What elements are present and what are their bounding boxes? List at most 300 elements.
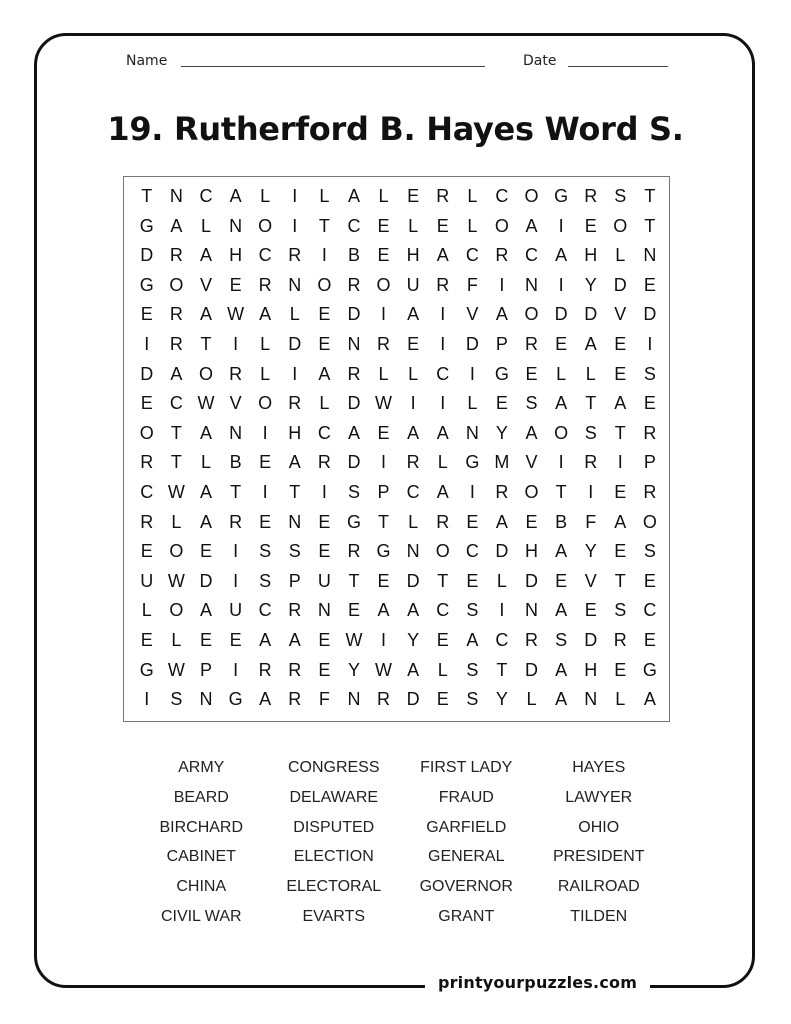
- grid-cell[interactable]: E: [259, 511, 272, 532]
- grid-cell[interactable]: O: [169, 274, 184, 295]
- grid-cell[interactable]: T: [170, 422, 182, 443]
- grid-cell[interactable]: L: [289, 304, 300, 325]
- grid-cell[interactable]: E: [318, 304, 331, 325]
- grid-cell[interactable]: N: [347, 689, 361, 710]
- grid-cell[interactable]: P: [199, 659, 212, 680]
- grid-cell[interactable]: W: [167, 482, 185, 502]
- grid-cell[interactable]: S: [643, 541, 656, 562]
- grid-cell[interactable]: I: [499, 600, 505, 621]
- grid-cell[interactable]: O: [258, 215, 273, 236]
- grid-cell[interactable]: O: [139, 422, 154, 443]
- grid-cell[interactable]: S: [170, 689, 183, 710]
- grid-cell[interactable]: R: [288, 245, 302, 266]
- grid-cell[interactable]: E: [347, 600, 360, 621]
- grid-cell[interactable]: G: [139, 274, 154, 295]
- grid-cell[interactable]: H: [406, 245, 420, 266]
- grid-cell[interactable]: E: [377, 215, 390, 236]
- grid-cell[interactable]: R: [140, 452, 154, 473]
- grid-cell[interactable]: S: [288, 541, 301, 562]
- grid-cell[interactable]: C: [436, 363, 450, 384]
- grid-cell[interactable]: A: [199, 482, 212, 502]
- grid-cell[interactable]: E: [614, 541, 627, 562]
- grid-cell[interactable]: A: [555, 689, 568, 710]
- grid-cell[interactable]: A: [495, 511, 508, 532]
- grid-cell[interactable]: D: [140, 245, 154, 266]
- grid-cell[interactable]: O: [376, 274, 391, 295]
- grid-cell[interactable]: A: [259, 304, 272, 325]
- grid-cell[interactable]: I: [233, 659, 239, 680]
- grid-cell[interactable]: R: [436, 186, 450, 206]
- grid-cell[interactable]: L: [378, 363, 389, 384]
- grid-cell[interactable]: T: [170, 452, 182, 473]
- grid-cell[interactable]: D: [347, 393, 361, 414]
- grid-cell[interactable]: A: [436, 245, 449, 266]
- grid-cell[interactable]: E: [436, 630, 449, 650]
- grid-cell[interactable]: E: [555, 570, 568, 591]
- grid-cell[interactable]: I: [469, 482, 475, 502]
- grid-cell[interactable]: F: [466, 274, 478, 295]
- grid-cell[interactable]: L: [408, 215, 419, 236]
- grid-cell[interactable]: D: [406, 689, 420, 710]
- grid-cell[interactable]: A: [259, 630, 272, 650]
- grid-cell[interactable]: R: [584, 452, 598, 473]
- grid-cell[interactable]: N: [199, 689, 213, 710]
- grid-cell[interactable]: U: [229, 600, 243, 621]
- grid-cell[interactable]: G: [139, 215, 154, 236]
- grid-cell[interactable]: E: [643, 393, 656, 414]
- grid-cell[interactable]: R: [436, 274, 450, 295]
- grid-cell[interactable]: S: [466, 600, 479, 621]
- grid-cell[interactable]: L: [585, 363, 596, 384]
- grid-cell[interactable]: C: [436, 600, 450, 621]
- grid-cell[interactable]: I: [233, 334, 239, 354]
- grid-cell[interactable]: R: [288, 393, 302, 414]
- grid-cell[interactable]: L: [437, 452, 448, 473]
- grid-cell[interactable]: I: [558, 274, 564, 295]
- grid-cell[interactable]: C: [406, 482, 420, 502]
- grid-cell[interactable]: I: [381, 304, 387, 325]
- grid-cell[interactable]: V: [199, 274, 212, 295]
- grid-cell[interactable]: P: [495, 334, 508, 354]
- grid-cell[interactable]: D: [525, 659, 539, 680]
- grid-cell[interactable]: E: [584, 600, 597, 621]
- grid-cell[interactable]: Y: [495, 422, 508, 443]
- grid-cell[interactable]: D: [347, 304, 361, 325]
- grid-cell[interactable]: G: [228, 689, 243, 710]
- grid-cell[interactable]: T: [555, 482, 567, 502]
- grid-cell[interactable]: T: [614, 570, 626, 591]
- grid-cell[interactable]: D: [584, 304, 598, 325]
- grid-cell[interactable]: E: [318, 541, 331, 562]
- grid-cell[interactable]: R: [347, 363, 361, 384]
- grid-cell[interactable]: O: [258, 393, 273, 414]
- grid-cell[interactable]: A: [407, 600, 420, 621]
- grid-cell[interactable]: D: [643, 304, 657, 325]
- grid-cell[interactable]: D: [288, 334, 302, 354]
- grid-cell[interactable]: S: [614, 600, 627, 621]
- grid-cell[interactable]: E: [318, 334, 331, 354]
- grid-cell[interactable]: A: [525, 215, 538, 236]
- grid-cell[interactable]: V: [614, 304, 627, 325]
- grid-cell[interactable]: A: [170, 363, 183, 384]
- grid-cell[interactable]: G: [554, 186, 569, 206]
- grid-cell[interactable]: F: [585, 511, 597, 532]
- grid-cell[interactable]: H: [229, 245, 243, 266]
- grid-cell[interactable]: I: [233, 541, 239, 562]
- grid-cell[interactable]: T: [585, 393, 597, 414]
- grid-cell[interactable]: H: [525, 541, 539, 562]
- grid-cell[interactable]: Y: [495, 689, 508, 710]
- grid-cell[interactable]: G: [376, 541, 391, 562]
- grid-cell[interactable]: I: [233, 570, 239, 591]
- grid-cell[interactable]: C: [258, 600, 272, 621]
- grid-cell[interactable]: L: [556, 363, 567, 384]
- grid-cell[interactable]: N: [169, 186, 183, 206]
- grid-cell[interactable]: D: [584, 630, 598, 650]
- grid-cell[interactable]: T: [348, 570, 360, 591]
- grid-cell[interactable]: N: [643, 245, 657, 266]
- grid-cell[interactable]: S: [555, 630, 568, 650]
- grid-cell[interactable]: R: [317, 452, 331, 473]
- grid-cell[interactable]: G: [465, 452, 480, 473]
- grid-cell[interactable]: E: [259, 452, 272, 473]
- grid-cell[interactable]: A: [199, 511, 212, 532]
- grid-cell[interactable]: R: [436, 511, 450, 532]
- grid-cell[interactable]: E: [318, 630, 331, 650]
- grid-cell[interactable]: C: [169, 393, 183, 414]
- grid-cell[interactable]: E: [407, 334, 420, 354]
- grid-cell[interactable]: R: [229, 363, 243, 384]
- grid-cell[interactable]: E: [140, 304, 153, 325]
- grid-cell[interactable]: E: [229, 274, 242, 295]
- grid-cell[interactable]: Y: [407, 630, 420, 650]
- grid-cell[interactable]: L: [615, 245, 626, 266]
- grid-cell[interactable]: R: [229, 511, 243, 532]
- grid-cell[interactable]: S: [259, 541, 272, 562]
- grid-cell[interactable]: W: [345, 630, 363, 650]
- grid-cell[interactable]: R: [169, 245, 183, 266]
- grid-cell[interactable]: O: [524, 304, 539, 325]
- grid-cell[interactable]: O: [613, 215, 628, 236]
- grid-cell[interactable]: A: [288, 452, 301, 473]
- grid-cell[interactable]: N: [465, 422, 479, 443]
- grid-cell[interactable]: E: [318, 659, 331, 680]
- grid-cell[interactable]: R: [377, 334, 391, 354]
- grid-cell[interactable]: E: [555, 334, 568, 354]
- grid-cell[interactable]: L: [467, 186, 478, 206]
- grid-cell[interactable]: Y: [584, 541, 597, 562]
- grid-cell[interactable]: P: [288, 570, 301, 591]
- grid-cell[interactable]: L: [200, 215, 211, 236]
- grid-cell[interactable]: C: [465, 245, 479, 266]
- grid-cell[interactable]: W: [375, 659, 393, 680]
- grid-cell[interactable]: E: [643, 630, 656, 650]
- grid-cell[interactable]: I: [262, 422, 268, 443]
- grid-cell[interactable]: E: [436, 689, 449, 710]
- grid-cell[interactable]: M: [494, 452, 510, 473]
- grid-cell[interactable]: R: [495, 245, 509, 266]
- grid-cell[interactable]: O: [642, 511, 657, 532]
- grid-cell[interactable]: G: [346, 511, 361, 532]
- grid-cell[interactable]: Y: [584, 274, 597, 295]
- grid-cell[interactable]: E: [643, 570, 656, 591]
- grid-cell[interactable]: L: [171, 630, 182, 650]
- grid-cell[interactable]: E: [199, 541, 212, 562]
- grid-cell[interactable]: D: [140, 363, 154, 384]
- grid-cell[interactable]: T: [496, 659, 508, 680]
- grid-cell[interactable]: I: [440, 334, 446, 354]
- grid-cell[interactable]: T: [644, 215, 656, 236]
- grid-cell[interactable]: L: [319, 186, 330, 206]
- grid-cell[interactable]: C: [525, 245, 539, 266]
- grid-cell[interactable]: E: [140, 630, 153, 650]
- grid-cell[interactable]: E: [495, 393, 508, 414]
- grid-cell[interactable]: A: [170, 215, 183, 236]
- grid-cell[interactable]: I: [410, 393, 416, 414]
- grid-cell[interactable]: A: [436, 482, 449, 502]
- grid-cell[interactable]: R: [584, 186, 598, 206]
- grid-cell[interactable]: T: [614, 422, 626, 443]
- grid-cell[interactable]: O: [494, 215, 509, 236]
- grid-cell[interactable]: W: [197, 393, 215, 414]
- grid-cell[interactable]: V: [525, 452, 538, 473]
- grid-cell[interactable]: R: [288, 659, 302, 680]
- grid-cell[interactable]: E: [140, 393, 153, 414]
- grid-cell[interactable]: A: [259, 689, 272, 710]
- grid-cell[interactable]: E: [377, 422, 390, 443]
- grid-cell[interactable]: S: [643, 363, 656, 384]
- grid-cell[interactable]: S: [259, 570, 272, 591]
- grid-cell[interactable]: A: [495, 304, 508, 325]
- grid-cell[interactable]: S: [584, 422, 597, 443]
- grid-cell[interactable]: R: [258, 659, 272, 680]
- grid-cell[interactable]: D: [554, 304, 568, 325]
- grid-cell[interactable]: A: [407, 422, 420, 443]
- grid-cell[interactable]: C: [495, 186, 509, 206]
- grid-cell[interactable]: L: [496, 570, 507, 591]
- grid-cell[interactable]: O: [435, 541, 450, 562]
- grid-cell[interactable]: G: [642, 659, 657, 680]
- grid-cell[interactable]: I: [499, 274, 505, 295]
- grid-cell[interactable]: I: [440, 304, 446, 325]
- grid-cell[interactable]: L: [615, 689, 626, 710]
- grid-cell[interactable]: L: [260, 363, 271, 384]
- grid-cell[interactable]: Y: [347, 659, 360, 680]
- grid-cell[interactable]: I: [292, 186, 298, 206]
- grid-cell[interactable]: I: [144, 334, 150, 354]
- grid-cell[interactable]: A: [407, 659, 420, 680]
- grid-cell[interactable]: E: [466, 511, 479, 532]
- grid-cell[interactable]: N: [406, 541, 420, 562]
- grid-cell[interactable]: W: [167, 570, 185, 591]
- grid-cell[interactable]: L: [526, 689, 537, 710]
- grid-cell[interactable]: R: [169, 334, 183, 354]
- grid-cell[interactable]: I: [381, 452, 387, 473]
- grid-cell[interactable]: H: [584, 659, 598, 680]
- grid-cell[interactable]: A: [555, 245, 568, 266]
- grid-cell[interactable]: N: [525, 600, 539, 621]
- grid-cell[interactable]: R: [258, 274, 272, 295]
- grid-cell[interactable]: R: [495, 482, 509, 502]
- grid-cell[interactable]: A: [288, 630, 301, 650]
- grid-cell[interactable]: S: [347, 482, 360, 502]
- grid-cell[interactable]: R: [525, 334, 539, 354]
- grid-cell[interactable]: E: [614, 659, 627, 680]
- grid-cell[interactable]: N: [229, 215, 243, 236]
- grid-cell[interactable]: T: [141, 186, 153, 206]
- grid-cell[interactable]: E: [407, 186, 420, 206]
- grid-cell[interactable]: O: [524, 186, 539, 206]
- grid-cell[interactable]: I: [558, 215, 564, 236]
- grid-cell[interactable]: A: [377, 600, 390, 621]
- grid-cell[interactable]: T: [289, 482, 301, 502]
- grid-cell[interactable]: T: [644, 186, 656, 206]
- grid-cell[interactable]: A: [407, 304, 420, 325]
- grid-cell[interactable]: L: [408, 363, 419, 384]
- grid-cell[interactable]: U: [406, 274, 420, 295]
- grid-cell[interactable]: F: [318, 689, 330, 710]
- grid-cell[interactable]: E: [318, 511, 331, 532]
- grid-cell[interactable]: N: [288, 511, 302, 532]
- grid-cell[interactable]: L: [200, 452, 211, 473]
- grid-cell[interactable]: R: [643, 422, 657, 443]
- grid-cell[interactable]: N: [317, 600, 331, 621]
- grid-cell[interactable]: A: [199, 245, 212, 266]
- grid-cell[interactable]: R: [525, 630, 539, 650]
- grid-cell[interactable]: I: [469, 363, 475, 384]
- grid-cell[interactable]: E: [525, 511, 538, 532]
- grid-cell[interactable]: N: [288, 274, 302, 295]
- grid-cell[interactable]: R: [347, 274, 361, 295]
- grid-cell[interactable]: T: [437, 570, 449, 591]
- grid-cell[interactable]: L: [378, 186, 389, 206]
- grid-cell[interactable]: T: [378, 511, 390, 532]
- grid-cell[interactable]: L: [437, 659, 448, 680]
- grid-cell[interactable]: V: [584, 570, 597, 591]
- grid-cell[interactable]: E: [436, 215, 449, 236]
- grid-cell[interactable]: R: [288, 600, 302, 621]
- grid-cell[interactable]: R: [347, 541, 361, 562]
- grid-cell[interactable]: C: [347, 215, 361, 236]
- grid-cell[interactable]: D: [406, 570, 420, 591]
- grid-cell[interactable]: S: [614, 186, 627, 206]
- grid-cell[interactable]: I: [647, 334, 653, 354]
- grid-cell[interactable]: E: [614, 334, 627, 354]
- grid-cell[interactable]: H: [584, 245, 598, 266]
- grid-cell[interactable]: B: [229, 452, 242, 473]
- grid-cell[interactable]: D: [495, 541, 509, 562]
- grid-cell[interactable]: U: [317, 570, 331, 591]
- grid-cell[interactable]: D: [199, 570, 213, 591]
- grid-cell[interactable]: G: [494, 363, 509, 384]
- grid-cell[interactable]: A: [555, 541, 568, 562]
- grid-cell[interactable]: B: [555, 511, 568, 532]
- grid-cell[interactable]: R: [643, 482, 657, 502]
- grid-cell[interactable]: A: [347, 186, 360, 206]
- grid-cell[interactable]: C: [465, 541, 479, 562]
- grid-cell[interactable]: E: [614, 482, 627, 502]
- grid-cell[interactable]: N: [584, 689, 598, 710]
- grid-cell[interactable]: I: [321, 245, 327, 266]
- grid-cell[interactable]: E: [199, 630, 212, 650]
- grid-cell[interactable]: O: [198, 363, 213, 384]
- grid-cell[interactable]: C: [258, 245, 272, 266]
- date-field-line[interactable]: [568, 66, 668, 67]
- grid-cell[interactable]: A: [614, 511, 627, 532]
- grid-cell[interactable]: U: [140, 570, 154, 591]
- grid-cell[interactable]: R: [169, 304, 183, 325]
- grid-cell[interactable]: A: [555, 393, 568, 414]
- grid-cell[interactable]: I: [262, 482, 268, 502]
- grid-cell[interactable]: I: [321, 482, 327, 502]
- grid-cell[interactable]: C: [140, 482, 154, 502]
- grid-cell[interactable]: E: [140, 541, 153, 562]
- grid-cell[interactable]: A: [199, 422, 212, 443]
- grid-cell[interactable]: S: [466, 659, 479, 680]
- grid-cell[interactable]: I: [144, 689, 150, 710]
- grid-cell[interactable]: P: [643, 452, 656, 473]
- grid-cell[interactable]: L: [141, 600, 152, 621]
- grid-cell[interactable]: A: [347, 422, 360, 443]
- grid-cell[interactable]: D: [613, 274, 627, 295]
- grid-cell[interactable]: I: [381, 630, 387, 650]
- grid-cell[interactable]: L: [319, 393, 330, 414]
- grid-cell[interactable]: E: [466, 570, 479, 591]
- grid-cell[interactable]: E: [377, 570, 390, 591]
- grid-cell[interactable]: I: [617, 452, 623, 473]
- grid-cell[interactable]: E: [525, 363, 538, 384]
- grid-cell[interactable]: I: [588, 482, 594, 502]
- grid-cell[interactable]: V: [466, 304, 479, 325]
- grid-cell[interactable]: A: [466, 630, 479, 650]
- grid-cell[interactable]: A: [199, 600, 212, 621]
- grid-cell[interactable]: I: [292, 215, 298, 236]
- grid-cell[interactable]: A: [229, 186, 242, 206]
- grid-cell[interactable]: S: [525, 393, 538, 414]
- grid-cell[interactable]: R: [377, 689, 391, 710]
- grid-cell[interactable]: N: [229, 422, 243, 443]
- grid-cell[interactable]: T: [318, 215, 330, 236]
- grid-cell[interactable]: T: [230, 482, 242, 502]
- grid-cell[interactable]: D: [465, 334, 479, 354]
- grid-cell[interactable]: S: [466, 689, 479, 710]
- grid-cell[interactable]: O: [169, 541, 184, 562]
- grid-cell[interactable]: H: [288, 422, 302, 443]
- grid-cell[interactable]: R: [140, 511, 154, 532]
- grid-cell[interactable]: W: [227, 304, 245, 325]
- grid-cell[interactable]: W: [375, 393, 393, 414]
- footer-site-link[interactable]: printyourpuzzles.com: [437, 973, 638, 992]
- grid-cell[interactable]: C: [317, 422, 331, 443]
- grid-cell[interactable]: E: [377, 245, 390, 266]
- grid-cell[interactable]: C: [495, 630, 509, 650]
- grid-cell[interactable]: L: [260, 186, 271, 206]
- grid-cell[interactable]: B: [347, 245, 360, 266]
- grid-cell[interactable]: N: [347, 334, 361, 354]
- grid-cell[interactable]: T: [200, 334, 212, 354]
- grid-cell[interactable]: P: [377, 482, 390, 502]
- grid-cell[interactable]: I: [440, 393, 446, 414]
- grid-cell[interactable]: L: [171, 511, 182, 532]
- grid-cell[interactable]: A: [584, 334, 597, 354]
- grid-cell[interactable]: D: [525, 570, 539, 591]
- grid-cell[interactable]: E: [584, 215, 597, 236]
- grid-cell[interactable]: A: [614, 393, 627, 414]
- grid-cell[interactable]: O: [524, 482, 539, 502]
- grid-cell[interactable]: C: [199, 186, 213, 206]
- grid-cell[interactable]: L: [467, 215, 478, 236]
- grid-cell[interactable]: A: [643, 689, 656, 710]
